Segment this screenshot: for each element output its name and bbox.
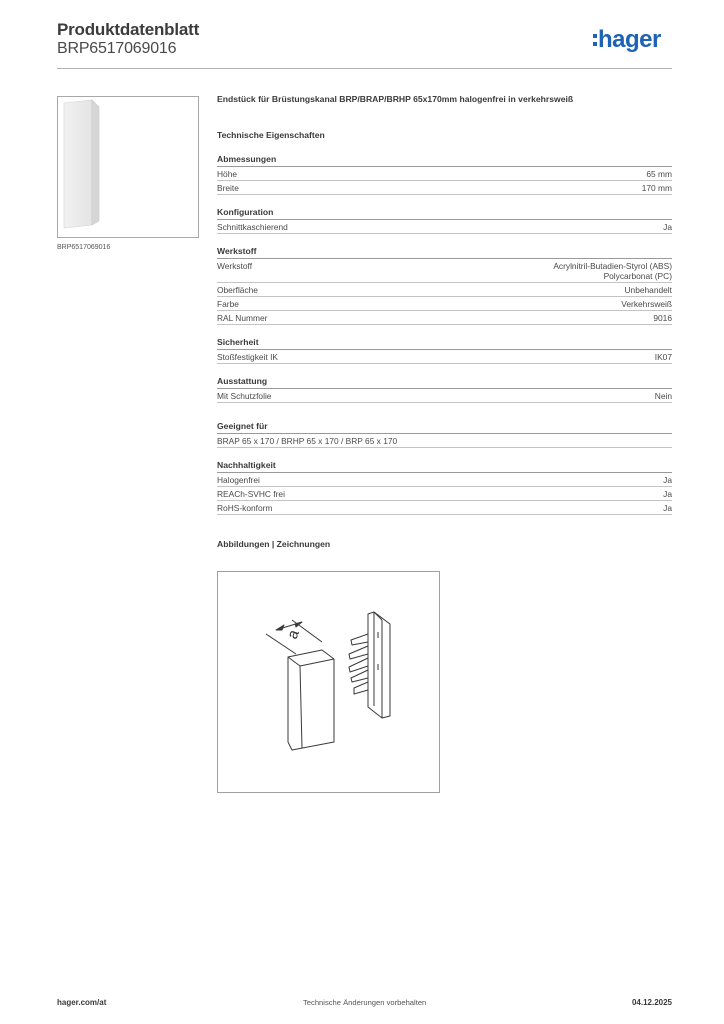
- product-image: [57, 96, 199, 238]
- figures-heading: Abbildungen | Zeichnungen: [217, 539, 331, 549]
- page-title: Produktdatenblatt: [57, 20, 200, 39]
- spec-value: 9016: [653, 313, 672, 323]
- spec-label: Stoßfestigkeit IK: [217, 352, 278, 362]
- spec-label: Halogenfrei: [217, 475, 260, 485]
- spec-value: IK07: [654, 352, 672, 362]
- section-abmessungen: [217, 154, 672, 195]
- technical-properties-heading: Technische Eigenschaften: [217, 130, 325, 140]
- spec-label: Breite: [217, 183, 239, 193]
- spec-row: [217, 297, 672, 311]
- end-piece-photo-icon: [58, 97, 198, 237]
- spec-label: Schnittkaschierend: [217, 222, 288, 232]
- spec-row: [217, 311, 672, 325]
- spec-label: RoHS-konform: [217, 503, 273, 513]
- section-title: Nachhaltigkeit: [217, 460, 672, 473]
- product-image-caption: BRP6517069016: [57, 244, 111, 251]
- spec-value: [553, 261, 672, 281]
- header-divider: [57, 68, 672, 69]
- spec-value-line: Polycarbonat (PC): [603, 271, 672, 281]
- spec-row: [217, 259, 672, 283]
- spec-row: [217, 350, 672, 364]
- spec-row: [217, 434, 672, 448]
- logo-dots-icon: [593, 34, 597, 46]
- section-sicherheit: [217, 337, 672, 364]
- technical-drawing: [217, 571, 440, 793]
- product-number: BRP6517069016: [57, 40, 177, 57]
- end-piece-drawing-icon: [218, 572, 439, 792]
- spec-label: REACh-SVHC frei: [217, 489, 285, 499]
- spec-label: Oberfläche: [217, 285, 258, 295]
- spec-row: [217, 283, 672, 297]
- section-title: Konfiguration: [217, 207, 672, 220]
- spec-row: [217, 181, 672, 195]
- footer-website[interactable]: hager.com/at: [57, 998, 107, 1007]
- spec-value: Nein: [654, 391, 672, 401]
- section-werkstoff: [217, 246, 672, 325]
- spec-value: Ja: [663, 222, 672, 232]
- section-title: Abmessungen: [217, 154, 672, 167]
- section-title: Werkstoff: [217, 246, 672, 259]
- spec-row: [217, 167, 672, 181]
- spec-value: 170 mm: [641, 183, 672, 193]
- section-title: Geeignet für: [217, 421, 672, 434]
- section-title: Sicherheit: [217, 337, 672, 350]
- spec-row: [217, 473, 672, 487]
- spec-row: [217, 220, 672, 234]
- product-description: Endstück für Brüstungskanal BRP/BRAP/BRHP 65x170mm halogenfrei in verkehrsweiß: [217, 94, 574, 104]
- logo-text: hager: [598, 26, 661, 53]
- spec-label: Mit Schutzfolie: [217, 391, 272, 401]
- dimension-label: a: [283, 627, 303, 642]
- spec-label: BRAP 65 x 170 / BRHP 65 x 170 / BRP 65 x 170: [217, 436, 398, 446]
- spec-row: [217, 389, 672, 403]
- spec-row: [217, 487, 672, 501]
- section-title: Ausstattung: [217, 376, 672, 389]
- footer-notice: Technische Änderungen vorbehalten: [303, 998, 427, 1007]
- hager-logo: [593, 26, 661, 54]
- main-content: [217, 94, 672, 549]
- spec-label: RAL Nummer: [217, 313, 268, 323]
- section-ausstattung: [217, 376, 672, 403]
- spec-value: Unbehandelt: [624, 285, 672, 295]
- spec-value: Verkehrsweiß: [621, 299, 672, 309]
- section-nachhaltigkeit: [217, 460, 672, 515]
- spec-label: Farbe: [217, 299, 239, 309]
- spec-row: [217, 501, 672, 515]
- spec-value: Ja: [663, 475, 672, 485]
- spec-value-line: Acrylnitril-Butadien-Styrol (ABS): [553, 261, 672, 271]
- footer-date: 04.12.2025: [631, 998, 672, 1007]
- spec-value: 65 mm: [646, 169, 672, 179]
- spec-label: Höhe: [217, 169, 238, 179]
- section-geeignet-fuer: [217, 421, 672, 448]
- section-konfiguration: [217, 207, 672, 234]
- spec-value: Ja: [663, 503, 672, 513]
- spec-label: Werkstoff: [217, 261, 253, 271]
- spec-value: Ja: [663, 489, 672, 499]
